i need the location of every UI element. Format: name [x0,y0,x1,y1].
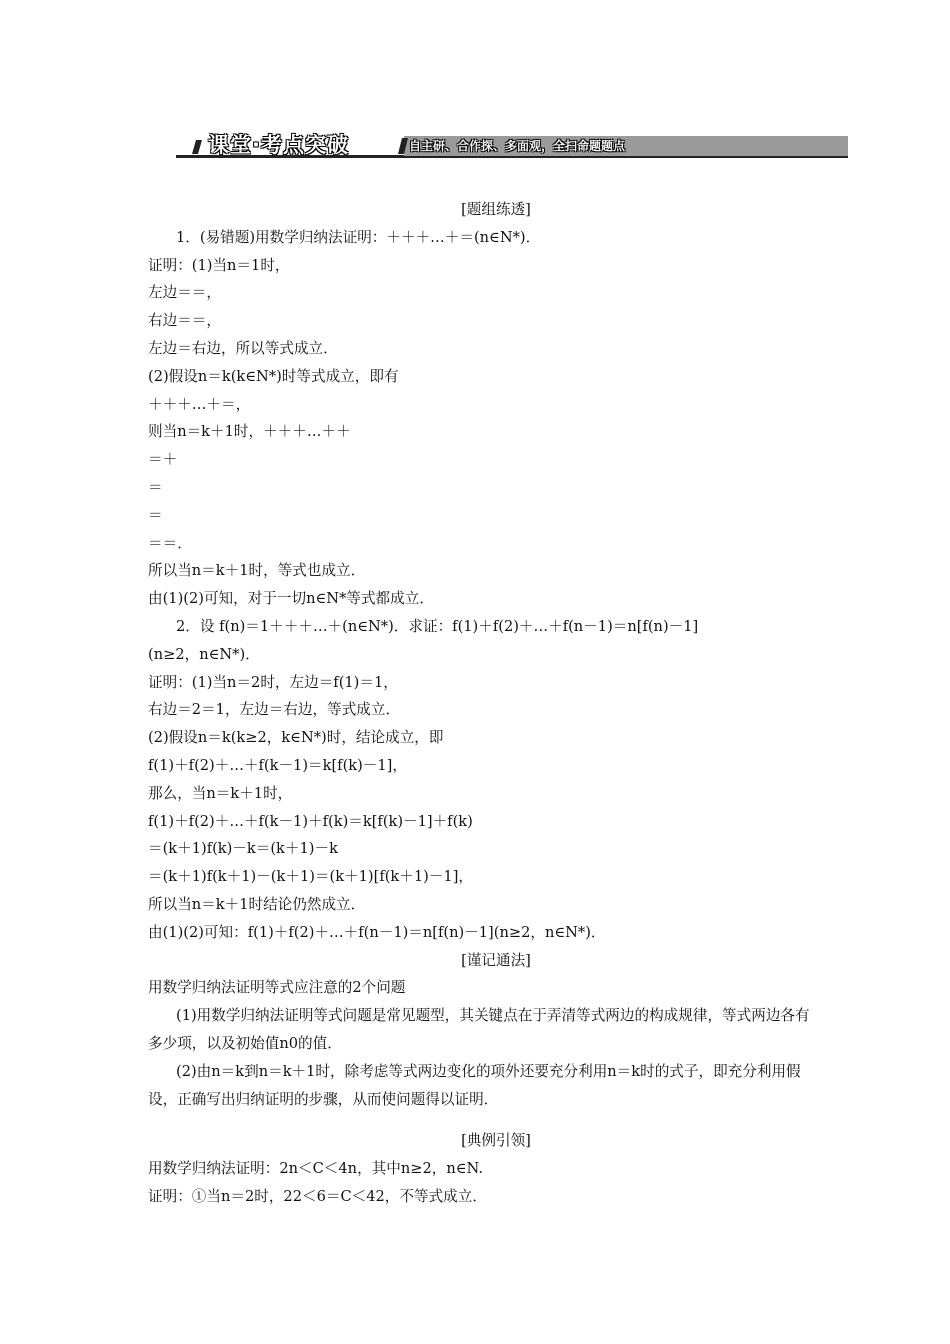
problem2-line: ＝(k＋1)f(k＋1)－(k＋1)＝(k＋1)[f(k＋1)－1]， [148,868,473,886]
problem1-line: ＝ [148,478,163,496]
problem1-line: (2)假设n＝k(k∈N*)时等式成立，即有 [148,367,399,385]
problem1-line: 左边＝右边，所以等式成立． [148,339,338,357]
problem1-line: 则当n＝k＋1时，＋＋＋…＋＋ [148,423,351,441]
problem2-line: f(1)＋f(2)＋…＋f(k－1)＝k[f(k)－1]， [148,756,407,774]
section-heading-practice: [题组练透] [461,201,531,218]
example-proof-line: 证明：①当n＝2时，22＜6＝C＜42，不等式成立． [148,1187,487,1205]
problem1-line: 证明：(1)当n＝1时， [148,256,290,274]
banner-subtitle: 自主研、合作探、多面观，全扫命题题点 [409,139,626,153]
section-banner [176,132,848,162]
problem2-line: 所以当n＝k＋1时结论仍然成立． [148,895,366,913]
problem1-line: 所以当n＝k＋1时，等式也成立． [148,562,366,580]
section-heading-example: [典例引领] [461,1132,531,1150]
problem2-statement-cont: (n≥2，n∈N*)． [148,645,260,663]
problem1-line: ＝＝． [148,534,192,552]
problem1-line: ＝＋ [148,451,178,469]
method-point-2: (2)由n＝k到n＝k＋1时，除考虑等式两边变化的项外还要充分利用n＝k时的式子，即充分利用假设，正确写出归纳证明的步骤，从而使问题得以证明． [148,1062,801,1108]
problem1-line: 右边＝＝， [148,312,221,330]
problem1-line: ＝ [148,506,163,524]
problem2-line: 右边＝2＝1，左边＝右边，等式成立． [148,701,401,719]
method-point-1: (1)用数学归纳法证明等式问题是常见题型，其关键点在于弄清等式两边的构成规律，等式两边各有多少项，以及初始值n0的值． [148,1007,810,1052]
spacer [176,1113,816,1127]
problem2-line: 那么，当n＝k＋1时， [148,784,293,802]
problem2-line: ＝(k＋1)f(k)－k＝(k＋1)－k [148,840,338,858]
problem1-line: 由(1)(2)可知，对于一切n∈N*等式都成立． [148,590,434,608]
problem2-statement: 2．设 f(n)＝1＋＋＋…＋(n∈N*)．求证：f(1)＋f(2)＋…＋f(n－1)＝n[f(n)－1] [176,617,699,635]
problem2-line: (2)假设n＝k(k≥2，k∈N*)时，结论成立，即 [148,729,444,747]
banner-title: 课堂·考点突破 [208,133,349,157]
document-body [148,196,816,1211]
problem1-line: 左边＝＝， [148,284,221,302]
example-statement: 用数学归纳法证明：2n＜C＜4n，其中n≥2，n∈N. [148,1160,484,1178]
problem1-line: ＋＋＋…＋＝， [148,395,251,413]
problem2-line: 证明：(1)当n＝2时，左边＝f(1)＝1， [148,673,398,691]
problem2-line: f(1)＋f(2)＋…＋f(k－1)＋f(k)＝k[f(k)－1]＋f(k) [148,812,473,830]
section-heading-method: [谨记通法] [461,951,531,969]
problem1-statement: 1．(易错题)用数学归纳法证明：＋＋＋…＋＝(n∈N*)． [176,228,541,246]
problem2-line: 由(1)(2)可知：f(1)＋f(2)＋…＋f(n－1)＝n[f(n)－1](n≥2，n∈N*)． [148,923,606,941]
method-intro: 用数学归纳法证明等式应注意的2个问题 [148,979,406,997]
